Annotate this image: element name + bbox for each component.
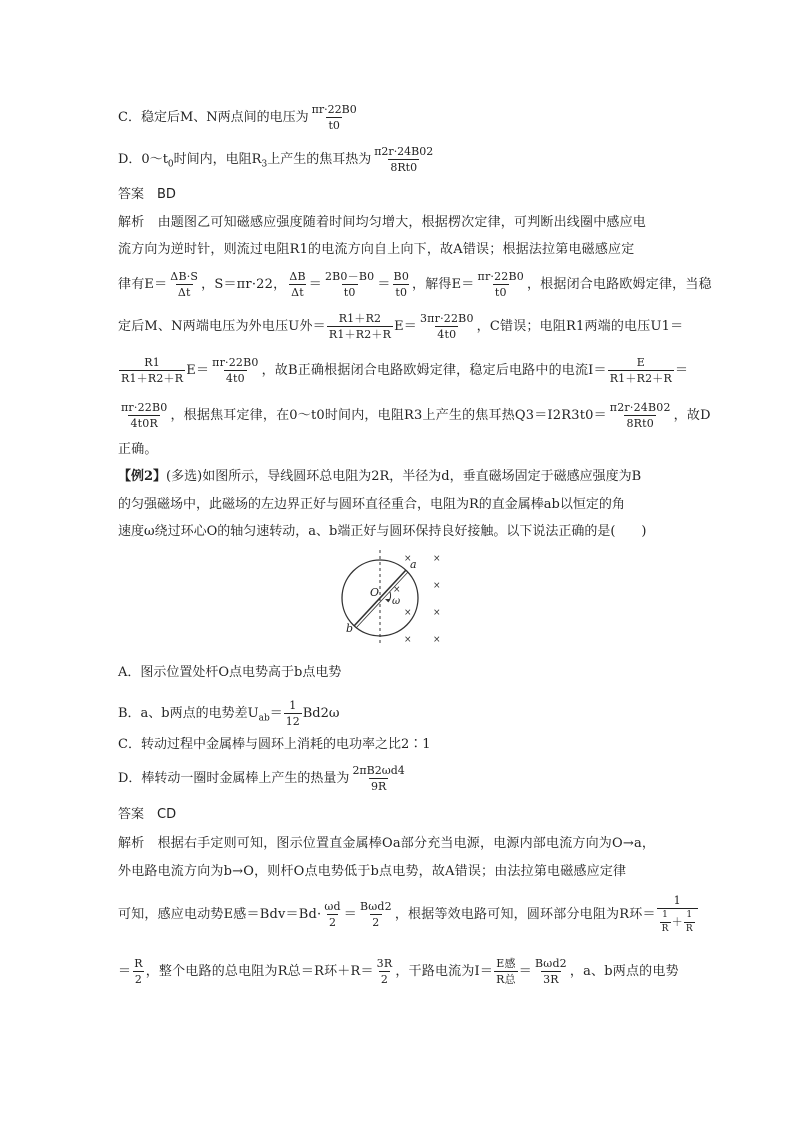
q2-option-c: C．转动过程中金属棒与圆环上消耗的电功率之比2∶1	[118, 737, 431, 752]
q2-stem-line-1: 【例2】(多选)如图所示，导线圆环总电阻为2R，半径为d，垂直磁场固定于磁感应强度为B	[118, 469, 642, 484]
ring-magnetic-field-figure	[320, 548, 460, 648]
q2-option-a: A．图示位置处杆O点电势高于b点电势	[118, 665, 342, 680]
q2-explanation-line-2: 外电路电流方向为b→O，则杆O点电势低于b点电势，故A错误；由法拉第电磁感应定律	[118, 864, 627, 879]
field-cross-icon: ×	[404, 608, 412, 618]
q1-explanation-line-3: 律有E＝ $\frac{\Delta B\cdot S}{\Delta t}$ ，S＝πr·22， $\frac{\Delta B}{\Delta t}$ ＝ $\frac{2B0-B0}{t0}$ ＝ $\frac{B0}{t0}$ ，解得E＝ $\frac{\pi r\cdot 22B0}{t0}$ ，根据闭合电路欧姆定律，当稳	[118, 270, 712, 299]
q1-option-c-fraction: $\frac{\pi r\cdot 22B0}{t0}$	[311, 103, 357, 132]
q1-option-c: C．稳定后M、N两点间的电压为 $\frac{\pi r\cdot 22B0}{t0}$	[118, 103, 357, 132]
label-b: b	[346, 622, 354, 635]
q2-answer: 答案 CD	[118, 807, 177, 822]
q2-explanation-line-3: 可知，感应电动势E感＝Bdv＝Bd· $\frac{\omega d}{2}$ ＝ $\frac{\text{Bωd2}}{2}$ ，根据等效电路可知，圆环部分电阻为R环＝ 1 $\frac{1}{R}$ ＋ $\frac{1}{R}$	[118, 895, 699, 934]
q1-explanation-line-2: 流方向为逆时针，则流过电阻R1的电流方向自上向下，故A错误；根据法拉第电磁感应定	[118, 242, 635, 257]
q1-explanation-line-1: 解析 由题图乙可知磁感应强度随着时间均匀增大，根据楞次定律，可判断出线圈中感应电	[118, 215, 647, 230]
q1-explanation-line-6: $\frac{\pi r\cdot 22B0}{4t0R}$ ，根据焦耳定律，在0～t0时间内，电阻R3上产生的焦耳热Q3＝I2R3t0＝ $\frac{\pi 2r\cdot 24B02}{8Rt0}$ ，故D	[121, 401, 711, 430]
q1-answer: 答案 BD	[118, 187, 176, 202]
field-cross-icon: ×	[433, 554, 441, 564]
field-cross-icon: ×	[393, 585, 401, 595]
field-cross-icon: ×	[404, 554, 412, 564]
q2-stem-line-2: 的匀强磁场中，此磁场的左边界正好与圆环直径重合，电阻为R的直金属棒ab以恒定的角	[118, 497, 625, 512]
q1-option-d: D．$0\sim t_0$时间内，电阻$R_3$上产生的焦耳热为 $\frac{\pi 2r\cdot 24B02}{8Rt0}$	[118, 145, 434, 174]
field-cross-icon: ×	[433, 608, 441, 618]
q2-option-b: B．a、b两点的电势差$U_{ab}=$ $\frac{1}{12}$ Bd2ω	[118, 699, 340, 728]
field-cross-icon: ×	[433, 581, 441, 591]
q2-explanation-line-1: 解析 根据右手定则可知，图示位置直金属棒Oa部分充当电源，电源内部电流方向为O→a，	[118, 836, 656, 851]
q2-explanation-line-4: ＝ $\frac{R}{2}$ ，整个电路的总电阻为R总＝R环＋R＝ $\frac{3R}{2}$ ，干路电流为I＝ $\frac{\text{E感}}{\text{R总}}$ ＝ $\frac{\text{Bωd2}}{3R}$ ，a、b两点的电势	[118, 957, 679, 986]
q2-stem-line-3: 速度ω绕过环心O的轴匀速转动，a、b端正好与圆环保持良好接触。以下说法正确的是( )	[118, 524, 647, 539]
q1-explanation-line-5: $\frac{R1}{R1+R2+R}$ E＝ $\frac{\pi r\cdot 22B0}{4t0}$ ，故B正确根据闭合电路欧姆定律，稳定后电路中的电流I＝ $\frac{E}{R1+R2+R}$ ＝	[121, 356, 689, 385]
q1-option-d-fraction: $\frac{\pi 2r\cdot 24B02}{8Rt0}$	[374, 145, 434, 174]
field-cross-icon: ×	[404, 635, 412, 645]
label-O: O	[370, 586, 380, 599]
q1-explanation-line-7: 正确。	[118, 442, 158, 457]
label-omega: ω	[392, 596, 401, 607]
q2-option-d: D．棒转动一圈时金属棒上产生的热量为 $\frac{2\pi B2\omega d4}{9R}$	[118, 764, 405, 793]
label-a: a	[410, 558, 417, 571]
q1-explanation-line-4: 定后M、N两端电压为外电压U外＝ $\frac{R1+R2}{R1+R2+R}$ E＝ $\frac{3\pi r\cdot 22B0}{4t0}$ ，C错误；电阻R1两端的电压U1＝	[118, 312, 684, 341]
q2-tag: 【例2】	[118, 469, 167, 484]
field-cross-icon: ×	[433, 635, 441, 645]
